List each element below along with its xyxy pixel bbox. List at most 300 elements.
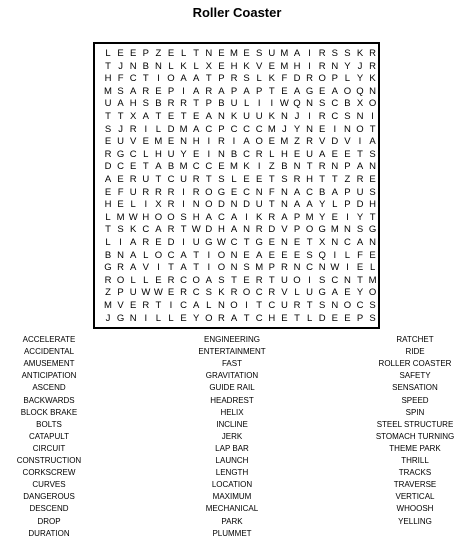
grid-cell[interactable]: O xyxy=(154,211,163,223)
grid-cell[interactable]: I xyxy=(371,111,374,122)
grid-cell[interactable]: I xyxy=(346,211,349,223)
grid-cell[interactable]: I xyxy=(144,312,148,324)
grid-cell[interactable]: L xyxy=(206,300,212,311)
grid-cell[interactable]: E xyxy=(167,287,175,299)
grid-cell[interactable]: E xyxy=(142,136,149,148)
grid-cell[interactable]: B xyxy=(218,98,225,110)
grid-cell[interactable]: C xyxy=(192,161,200,173)
grid-cell[interactable]: E xyxy=(344,312,351,324)
grid-cell[interactable]: A xyxy=(142,111,149,122)
grid-cell[interactable]: I xyxy=(182,85,185,97)
grid-cell[interactable]: T xyxy=(105,111,111,122)
grid-cell[interactable]: U xyxy=(243,111,251,122)
grid-cell[interactable]: E xyxy=(281,312,288,324)
grid-cell[interactable]: E xyxy=(268,136,275,148)
grid-cell[interactable]: L xyxy=(105,237,111,248)
grid-cell[interactable]: L xyxy=(143,148,149,160)
grid-cell[interactable]: J xyxy=(118,60,123,72)
grid-cell[interactable]: V xyxy=(142,262,149,274)
grid-cell[interactable]: I xyxy=(182,186,185,198)
grid-cell[interactable]: C xyxy=(331,274,339,286)
grid-cell[interactable]: P xyxy=(230,85,238,97)
grid-cell[interactable]: N xyxy=(331,60,339,72)
grid-cell[interactable]: A xyxy=(193,300,200,311)
grid-cell[interactable]: R xyxy=(318,111,326,122)
grid-cell[interactable]: X xyxy=(205,60,212,72)
grid-cell[interactable]: W xyxy=(279,98,289,110)
grid-cell[interactable]: L xyxy=(180,48,187,59)
grid-cell[interactable]: A xyxy=(356,237,364,248)
grid-cell[interactable]: D xyxy=(293,73,301,85)
grid-cell[interactable]: Y xyxy=(319,211,326,223)
grid-cell[interactable]: E xyxy=(369,249,376,261)
grid-cell[interactable]: E xyxy=(319,85,326,97)
grid-cell[interactable]: N xyxy=(306,123,314,135)
grid-cell[interactable]: M xyxy=(230,48,238,59)
grid-cell[interactable]: J xyxy=(118,123,123,135)
grid-cell[interactable]: C xyxy=(142,224,150,236)
grid-cell[interactable]: L xyxy=(344,249,351,261)
grid-cell[interactable]: A xyxy=(293,199,301,211)
grid-cell[interactable]: N xyxy=(243,224,251,236)
grid-cell[interactable]: K xyxy=(369,73,376,85)
grid-cell[interactable]: U xyxy=(117,136,125,148)
grid-cell[interactable]: S xyxy=(369,312,376,324)
grid-cell[interactable]: M xyxy=(255,262,264,274)
grid-cell[interactable]: I xyxy=(157,73,160,85)
grid-cell[interactable]: T xyxy=(331,174,338,185)
grid-cell[interactable]: A xyxy=(205,211,212,223)
grid-cell[interactable]: H xyxy=(104,73,112,85)
grid-cell[interactable]: N xyxy=(129,312,137,324)
grid-cell[interactable]: H xyxy=(230,60,238,72)
grid-cell[interactable]: P xyxy=(268,262,275,274)
grid-cell[interactable]: I xyxy=(245,300,248,311)
grid-cell[interactable]: C xyxy=(243,148,251,160)
grid-cell[interactable]: G xyxy=(318,287,326,299)
grid-cell[interactable]: T xyxy=(268,274,275,286)
grid-cell[interactable]: I xyxy=(358,136,362,148)
grid-cell[interactable]: D xyxy=(205,224,213,236)
grid-cell[interactable]: R xyxy=(104,148,112,160)
grid-cell[interactable]: P xyxy=(218,73,225,85)
grid-cell[interactable]: E xyxy=(117,199,124,211)
grid-cell[interactable]: A xyxy=(293,48,301,59)
grid-cell[interactable]: R xyxy=(142,85,150,97)
grid-cell[interactable]: E xyxy=(319,123,326,135)
grid-cell[interactable]: O xyxy=(343,85,352,97)
grid-cell[interactable]: U xyxy=(306,148,314,160)
grid-cell[interactable]: U xyxy=(356,186,364,198)
grid-cell[interactable]: U xyxy=(129,287,137,299)
grid-cell[interactable]: A xyxy=(243,85,250,97)
grid-cell[interactable]: G xyxy=(116,312,125,324)
grid-cell[interactable]: S xyxy=(281,174,288,185)
grid-cell[interactable]: P xyxy=(344,199,351,211)
grid-cell[interactable]: A xyxy=(243,136,250,148)
grid-cell[interactable]: E xyxy=(155,274,162,286)
grid-cell[interactable]: R xyxy=(306,136,314,148)
grid-cell[interactable]: T xyxy=(357,274,363,286)
grid-cell[interactable]: K xyxy=(243,60,250,72)
grid-cell[interactable]: D xyxy=(318,312,326,324)
grid-cell[interactable]: X xyxy=(356,98,364,110)
grid-cell[interactable]: C xyxy=(117,161,125,173)
grid-cell[interactable]: E xyxy=(293,237,301,248)
grid-cell[interactable]: H xyxy=(192,136,200,148)
grid-cell[interactable]: R xyxy=(129,123,137,135)
grid-cell[interactable]: A xyxy=(319,148,326,160)
grid-cell[interactable]: R xyxy=(318,60,326,72)
grid-cell[interactable]: T xyxy=(268,85,275,97)
grid-cell[interactable]: N xyxy=(369,237,377,248)
grid-cell[interactable]: C xyxy=(243,123,251,135)
grid-cell[interactable]: R xyxy=(217,136,225,148)
grid-cell[interactable]: R xyxy=(129,174,137,185)
grid-cell[interactable]: O xyxy=(205,199,213,211)
grid-cell[interactable]: R xyxy=(117,262,125,274)
grid-cell[interactable]: E xyxy=(218,161,225,173)
grid-cell[interactable]: R xyxy=(192,174,200,185)
grid-cell[interactable]: N xyxy=(154,60,162,72)
grid-cell[interactable]: A xyxy=(369,136,376,148)
grid-cell[interactable]: L xyxy=(130,274,136,286)
grid-cell[interactable]: T xyxy=(268,174,275,185)
grid-cell[interactable]: C xyxy=(217,211,225,223)
grid-cell[interactable]: N xyxy=(280,237,288,248)
grid-cell[interactable]: K xyxy=(180,60,187,72)
grid-cell[interactable]: C xyxy=(180,274,188,286)
grid-cell[interactable]: V xyxy=(281,287,288,299)
grid-cell[interactable]: N xyxy=(293,262,301,274)
grid-cell[interactable]: D xyxy=(243,199,251,211)
grid-cell[interactable]: O xyxy=(167,211,175,223)
grid-cell[interactable]: E xyxy=(167,136,175,148)
grid-cell[interactable]: C xyxy=(331,111,339,122)
grid-cell[interactable]: T xyxy=(142,73,149,85)
grid-cell[interactable]: S xyxy=(306,249,313,261)
grid-cell[interactable]: L xyxy=(231,174,237,185)
grid-cell[interactable]: L xyxy=(369,262,376,274)
grid-cell[interactable]: K xyxy=(130,224,137,236)
grid-cell[interactable]: I xyxy=(182,199,185,211)
grid-cell[interactable]: P xyxy=(293,224,301,236)
grid-cell[interactable]: L xyxy=(168,60,174,72)
grid-cell[interactable]: Z xyxy=(294,136,300,148)
grid-cell[interactable]: O xyxy=(192,274,200,286)
grid-cell[interactable]: O xyxy=(305,224,314,236)
grid-cell[interactable]: E xyxy=(218,48,225,59)
grid-cell[interactable]: S xyxy=(369,148,376,160)
grid-cell[interactable]: E xyxy=(180,312,187,324)
grid-cell[interactable]: I xyxy=(207,262,211,274)
grid-cell[interactable]: G xyxy=(104,262,112,274)
grid-cell[interactable]: M xyxy=(104,300,112,311)
grid-cell[interactable]: O xyxy=(368,287,377,299)
grid-cell[interactable]: E xyxy=(193,111,200,122)
grid-cell[interactable]: H xyxy=(142,211,150,223)
grid-cell[interactable]: R xyxy=(268,287,276,299)
grid-cell[interactable]: A xyxy=(180,73,187,85)
grid-cell[interactable]: I xyxy=(346,262,349,274)
grid-cell[interactable]: E xyxy=(369,174,376,185)
grid-cell[interactable]: R xyxy=(167,186,175,198)
grid-cell[interactable]: C xyxy=(205,123,213,135)
grid-cell[interactable]: P xyxy=(205,98,212,110)
grid-cell[interactable]: P xyxy=(293,211,301,223)
grid-cell[interactable]: M xyxy=(280,60,289,72)
grid-cell[interactable]: S xyxy=(205,287,212,299)
grid-cell[interactable]: U xyxy=(255,199,263,211)
grid-cell[interactable]: C xyxy=(167,249,175,261)
grid-cell[interactable]: F xyxy=(281,73,288,85)
grid-cell[interactable]: M xyxy=(179,123,188,135)
grid-cell[interactable]: I xyxy=(257,98,261,110)
grid-cell[interactable]: S xyxy=(319,274,326,286)
grid-cell[interactable]: I xyxy=(157,262,160,274)
grid-cell[interactable]: A xyxy=(331,287,338,299)
grid-cell[interactable]: C xyxy=(230,123,238,135)
grid-cell[interactable]: H xyxy=(280,148,288,160)
grid-cell[interactable]: E xyxy=(268,237,275,248)
grid-cell[interactable]: O xyxy=(116,274,125,286)
grid-cell[interactable]: E xyxy=(281,85,288,97)
grid-cell[interactable]: N xyxy=(331,161,339,173)
grid-cell[interactable]: I xyxy=(169,300,173,311)
grid-cell[interactable]: Q xyxy=(318,249,326,261)
grid-cell[interactable]: P xyxy=(344,186,351,198)
grid-cell[interactable]: N xyxy=(217,111,225,122)
grid-cell[interactable]: N xyxy=(331,237,339,248)
grid-cell[interactable]: E xyxy=(268,60,275,72)
grid-cell[interactable]: N xyxy=(192,199,200,211)
grid-cell[interactable]: S xyxy=(243,73,250,85)
grid-cell[interactable]: H xyxy=(369,199,377,211)
grid-cell[interactable]: Q xyxy=(293,98,301,110)
grid-cell[interactable]: M xyxy=(368,274,377,286)
grid-cell[interactable]: E xyxy=(130,300,137,311)
grid-cell[interactable]: S xyxy=(117,224,124,236)
grid-cell[interactable]: T xyxy=(180,224,187,236)
grid-cell[interactable]: Z xyxy=(268,161,275,173)
grid-cell[interactable]: H xyxy=(268,312,276,324)
grid-cell[interactable]: R xyxy=(230,287,238,299)
grid-cell[interactable]: K xyxy=(218,287,225,299)
grid-cell[interactable]: T xyxy=(168,262,174,274)
grid-cell[interactable]: S xyxy=(369,186,376,198)
grid-cell[interactable]: A xyxy=(155,224,162,236)
grid-cell[interactable]: K xyxy=(356,48,364,59)
grid-cell[interactable]: G xyxy=(217,186,226,198)
grid-cell[interactable]: A xyxy=(356,161,364,173)
grid-cell[interactable]: O xyxy=(217,262,226,274)
grid-cell[interactable]: S xyxy=(319,300,326,311)
grid-cell[interactable]: E xyxy=(193,148,200,160)
grid-cell[interactable]: S xyxy=(243,262,250,274)
grid-cell[interactable]: B xyxy=(319,186,326,198)
grid-cell[interactable]: C xyxy=(192,287,200,299)
grid-cell[interactable]: A xyxy=(256,249,263,261)
grid-cell[interactable]: R xyxy=(230,73,238,85)
grid-cell[interactable]: C xyxy=(356,300,364,311)
grid-cell[interactable]: X xyxy=(319,237,326,248)
grid-cell[interactable]: W xyxy=(153,287,163,299)
grid-cell[interactable]: V xyxy=(281,224,288,236)
grid-cell[interactable]: R xyxy=(167,199,175,211)
grid-cell[interactable]: T xyxy=(294,312,300,324)
grid-cell[interactable]: C xyxy=(255,312,263,324)
grid-cell[interactable]: N xyxy=(318,262,326,274)
grid-cell[interactable]: A xyxy=(117,98,124,110)
grid-cell[interactable]: C xyxy=(343,237,351,248)
grid-cell[interactable]: S xyxy=(331,48,338,59)
grid-cell[interactable]: S xyxy=(180,211,187,223)
grid-cell[interactable]: E xyxy=(155,85,162,97)
grid-cell[interactable]: P xyxy=(218,123,225,135)
grid-cell[interactable]: T xyxy=(105,60,111,72)
grid-cell[interactable]: O xyxy=(343,300,352,311)
grid-cell[interactable]: N xyxy=(217,148,225,160)
grid-cell[interactable]: N xyxy=(129,60,137,72)
grid-cell[interactable]: M xyxy=(179,161,188,173)
grid-cell[interactable]: T xyxy=(205,73,212,85)
grid-cell[interactable]: K xyxy=(230,111,238,122)
grid-cell[interactable]: C xyxy=(230,237,238,248)
grid-cell[interactable]: R xyxy=(306,73,314,85)
grid-cell[interactable]: H xyxy=(154,148,162,160)
grid-cell[interactable]: N xyxy=(117,249,125,261)
grid-cell[interactable]: N xyxy=(230,249,238,261)
grid-cell[interactable]: S xyxy=(369,300,376,311)
grid-cell[interactable]: L xyxy=(243,98,250,110)
grid-cell[interactable]: E xyxy=(281,249,288,261)
grid-cell[interactable]: L xyxy=(306,312,313,324)
grid-cell[interactable]: O xyxy=(356,123,364,135)
grid-cell[interactable]: O xyxy=(368,98,377,110)
grid-cell[interactable]: L xyxy=(143,249,149,261)
grid-cell[interactable]: M xyxy=(116,211,125,223)
grid-cell[interactable]: D xyxy=(167,237,175,248)
grid-cell[interactable]: A xyxy=(230,312,238,324)
grid-cell[interactable]: T xyxy=(155,174,162,185)
grid-cell[interactable]: P xyxy=(167,85,175,97)
grid-cell[interactable]: I xyxy=(207,148,211,160)
grid-cell[interactable]: U xyxy=(280,300,288,311)
grid-cell[interactable]: E xyxy=(256,174,263,185)
grid-cell[interactable]: C xyxy=(205,161,213,173)
grid-cell[interactable]: V xyxy=(256,60,263,72)
grid-cell[interactable]: G xyxy=(318,224,326,236)
grid-cell[interactable]: N xyxy=(255,186,263,198)
grid-cell[interactable]: E xyxy=(130,161,137,173)
grid-cell[interactable]: N xyxy=(306,98,314,110)
grid-cell[interactable]: C xyxy=(129,73,137,85)
grid-cell[interactable]: I xyxy=(232,136,236,148)
grid-cell[interactable]: I xyxy=(308,60,311,72)
grid-cell[interactable]: R xyxy=(280,262,288,274)
grid-cell[interactable]: M xyxy=(230,161,238,173)
grid-cell[interactable]: L xyxy=(143,274,149,286)
grid-cell[interactable]: R xyxy=(104,274,112,286)
grid-cell[interactable]: O xyxy=(255,136,263,148)
grid-cell[interactable]: T xyxy=(319,174,326,185)
grid-cell[interactable]: R xyxy=(356,174,364,185)
grid-cell[interactable]: N xyxy=(343,274,351,286)
grid-cell[interactable]: N xyxy=(369,161,377,173)
grid-cell[interactable]: E xyxy=(356,262,364,274)
grid-cell[interactable]: T xyxy=(155,300,162,311)
grid-cell[interactable]: Z xyxy=(105,287,111,299)
grid-cell[interactable]: O xyxy=(205,312,213,324)
grid-cell[interactable]: M xyxy=(267,123,276,135)
grid-cell[interactable]: T xyxy=(105,224,111,236)
grid-cell[interactable]: S xyxy=(256,48,263,59)
grid-cell[interactable]: A xyxy=(205,111,212,122)
grid-cell[interactable]: L xyxy=(155,123,162,135)
grid-cell[interactable]: E xyxy=(117,174,124,185)
grid-cell[interactable]: Y xyxy=(319,199,326,211)
grid-cell[interactable]: H xyxy=(192,211,200,223)
grid-cell[interactable]: O xyxy=(318,73,326,85)
grid-cell[interactable]: A xyxy=(331,85,338,97)
grid-cell[interactable]: D xyxy=(331,136,339,148)
grid-cell[interactable]: H xyxy=(306,174,314,185)
grid-cell[interactable]: A xyxy=(193,123,200,135)
grid-cell[interactable]: M xyxy=(330,224,339,236)
grid-cell[interactable]: L xyxy=(105,211,111,223)
grid-cell[interactable]: B xyxy=(142,60,149,72)
grid-cell[interactable]: U xyxy=(306,287,314,299)
grid-cell[interactable]: W xyxy=(128,211,138,223)
grid-cell[interactable]: L xyxy=(332,199,338,211)
grid-cell[interactable]: I xyxy=(257,161,261,173)
grid-cell[interactable]: Y xyxy=(293,123,301,135)
grid-cell[interactable]: Z xyxy=(344,174,351,185)
grid-cell[interactable]: E xyxy=(167,48,175,59)
grid-cell[interactable]: C xyxy=(167,174,175,185)
grid-cell[interactable]: S xyxy=(218,174,225,185)
grid-cell[interactable]: A xyxy=(193,85,200,97)
grid-cell[interactable]: Y xyxy=(180,148,187,160)
grid-cell[interactable]: G xyxy=(305,85,314,97)
grid-cell[interactable]: R xyxy=(369,60,377,72)
grid-cell[interactable]: S xyxy=(344,111,351,122)
grid-cell[interactable]: E xyxy=(104,136,112,148)
grid-cell[interactable]: A xyxy=(205,274,212,286)
grid-cell[interactable]: S xyxy=(117,85,124,97)
grid-cell[interactable]: I xyxy=(119,237,122,248)
grid-cell[interactable]: J xyxy=(357,60,363,72)
grid-cell[interactable]: U xyxy=(129,186,137,198)
grid-cell[interactable]: O xyxy=(154,249,163,261)
grid-cell[interactable]: N xyxy=(343,123,351,135)
grid-cell[interactable]: E xyxy=(344,287,351,299)
grid-cell[interactable]: R xyxy=(255,148,263,160)
grid-cell[interactable]: O xyxy=(217,249,226,261)
grid-cell[interactable]: T xyxy=(369,211,376,223)
grid-cell[interactable]: R xyxy=(180,287,188,299)
grid-cell[interactable]: Y xyxy=(356,287,364,299)
grid-cell[interactable]: A xyxy=(218,85,225,97)
grid-cell[interactable]: M xyxy=(280,48,289,59)
grid-cell[interactable]: C xyxy=(129,148,137,160)
grid-cell[interactable]: N xyxy=(331,300,339,311)
grid-cell[interactable]: N xyxy=(343,224,351,236)
grid-cell[interactable]: T xyxy=(243,312,250,324)
grid-cell[interactable]: A xyxy=(293,186,301,198)
grid-cell[interactable]: Y xyxy=(356,211,364,223)
grid-cell[interactable]: R xyxy=(192,186,200,198)
